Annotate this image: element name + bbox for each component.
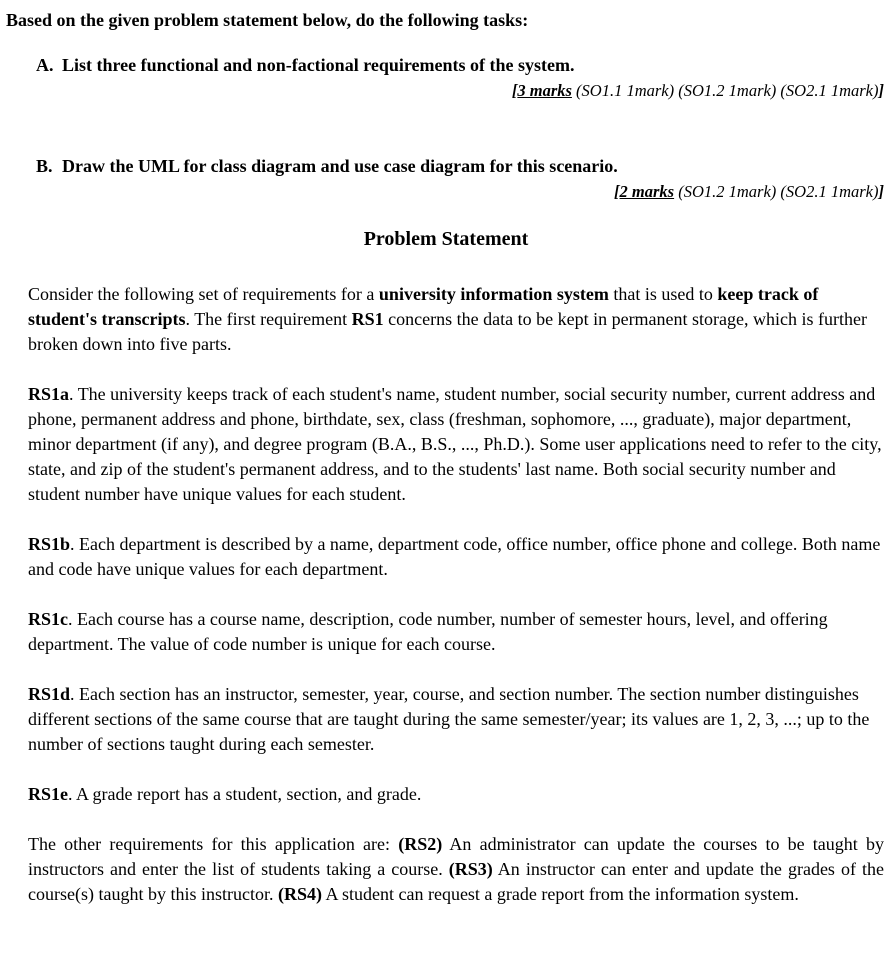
paragraph-rs1a: RS1a. The university keeps track of each student's name, student number, social security number, current address and phone, permanent address and phone, birthdate, sex, class (freshman, sophomore, ..., graduate), major department, minor department (if any), and degree program (B.A., B.S., ..., Ph.D.). Some user applications need to refer to the city, state, and zip of the student's permanent address, and to the students' last name. Both social security number and student number have unique values for each student. — [28, 384, 882, 504]
paragraph-intro: Consider the following set of requirements for a university information system that is used to keep track of student's transcripts. The first requirement RS1 concerns the data to be kept in permanent storage, which is further broken down into five parts. — [28, 284, 867, 354]
task-b-line — [6, 154, 886, 179]
intro-line: Based on the given problem statement below, do the following tasks: — [6, 10, 529, 30]
task-a-letter: A. — [36, 55, 54, 75]
paragraph-rs1d: RS1d. Each section has an instructor, semester, year, course, and section number. The section number distinguishes different sections of the same course that are taught during the same semester/year; its values are 1, 2, 3, ...; up to the number of sections taught during each semester. — [28, 684, 870, 754]
paragraph-rs1c: RS1c. Each course has a course name, description, code number, number of semester hours, level, and offering department. The value of code number is unique for each course. — [28, 609, 828, 654]
task-b — [6, 154, 886, 203]
task-b-letter: B. — [36, 156, 53, 176]
task-a-line — [6, 53, 886, 78]
problem-statement-heading: Problem Statement — [363, 228, 529, 250]
task-a — [6, 53, 886, 102]
paragraph-rs1b: RS1b. Each department is described by a name, department code, office number, office phone and college. Both name and code have unique values for each department. — [28, 534, 881, 579]
task-b-marks: [2 marks (SO1.2 1mark) (SO2.1 1mark)] — [614, 182, 884, 201]
task-a-marks: [3 marks (SO1.1 1mark) (SO1.2 1mark) (SO2.1 1mark)] — [511, 81, 884, 100]
paragraph-rs1e: RS1e. A grade report has a student, section, and grade. — [28, 784, 422, 804]
paragraph-other-requirements: The other requirements for this application are: (RS2) An administrator can update the courses to be taught by instructors and enter the list of students taking a course. (RS3) An instructor can enter and update the grades of the course(s) taught by this instructor. (RS4) A student can request a grade report from the information system. — [28, 834, 884, 904]
task-a-text: List three functional and non-factional requirements of the system. — [62, 55, 575, 75]
task-b-text: Draw the UML for class diagram and use case diagram for this scenario. — [62, 156, 618, 176]
